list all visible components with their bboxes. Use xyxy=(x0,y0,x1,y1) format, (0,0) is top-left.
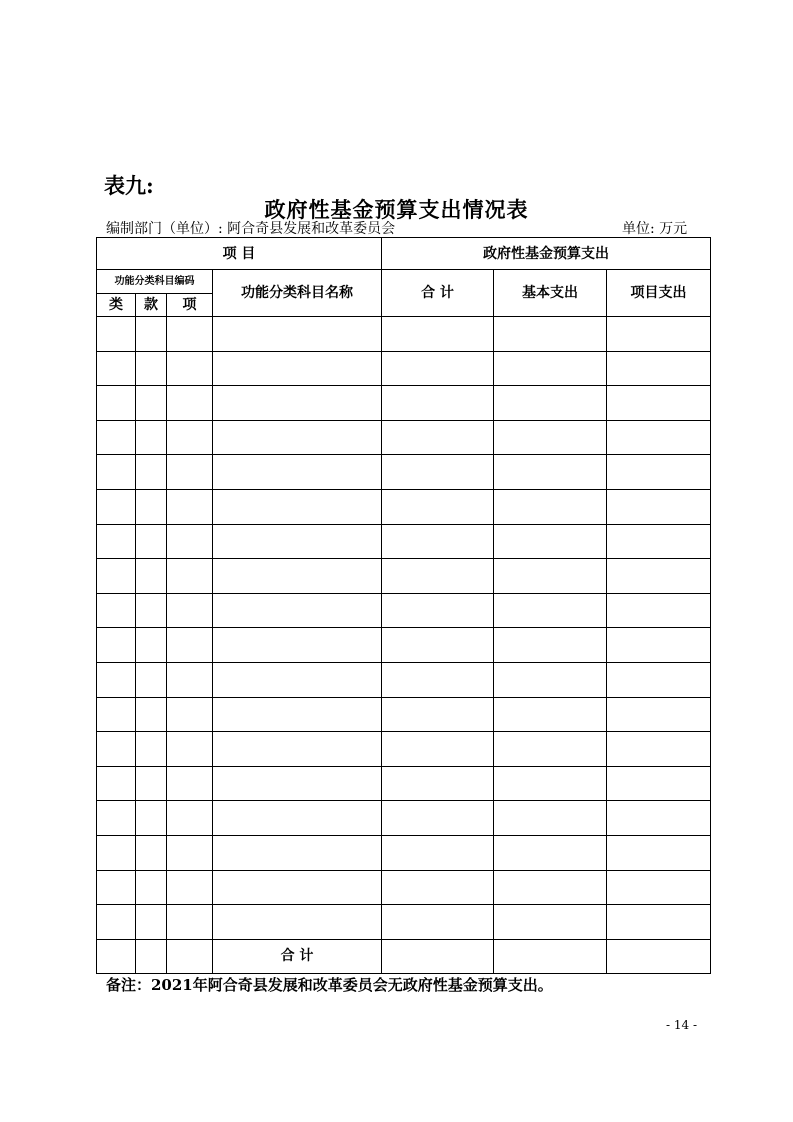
table-cell xyxy=(494,386,607,421)
table-cell xyxy=(167,905,213,940)
expenditure-table xyxy=(96,237,711,974)
table-cell xyxy=(607,939,711,973)
table-cell xyxy=(213,732,382,767)
table-cell xyxy=(382,870,494,905)
table-cell xyxy=(494,524,607,559)
table-cell xyxy=(167,697,213,732)
table-row xyxy=(97,801,711,836)
table-cell xyxy=(382,835,494,870)
table-cell xyxy=(382,766,494,801)
table-cell xyxy=(382,939,494,973)
table-cell xyxy=(167,766,213,801)
table-row xyxy=(97,697,711,732)
table-cell xyxy=(136,420,167,455)
remark-note: 备注：2021年阿合奇县发展和改革委员会无政府性基金预算支出。 xyxy=(106,976,553,994)
table-cell xyxy=(607,697,711,732)
table-cell xyxy=(213,559,382,594)
table-cell xyxy=(136,697,167,732)
page-number: - 14 - xyxy=(666,1018,698,1032)
section-header: 款 xyxy=(136,294,167,317)
table-cell xyxy=(607,489,711,524)
table-cell xyxy=(136,351,167,386)
table-cell xyxy=(382,524,494,559)
project-exp-header: 项目支出 xyxy=(607,270,711,317)
table-cell xyxy=(382,559,494,594)
table-cell xyxy=(607,524,711,559)
table-cell xyxy=(382,628,494,663)
table-cell xyxy=(382,420,494,455)
table-cell xyxy=(136,939,167,973)
table-cell xyxy=(97,939,136,973)
table-cell xyxy=(213,905,382,940)
table-cell xyxy=(213,697,382,732)
table-cell xyxy=(97,351,136,386)
table-row xyxy=(97,766,711,801)
table-cell xyxy=(136,593,167,628)
table-cell xyxy=(136,905,167,940)
table-row xyxy=(97,628,711,663)
table-cell xyxy=(607,559,711,594)
table-cell xyxy=(97,420,136,455)
table-cell xyxy=(607,317,711,352)
table-cell xyxy=(494,628,607,663)
table-cell xyxy=(97,559,136,594)
table-cell xyxy=(136,317,167,352)
header-row-2 xyxy=(97,270,711,294)
table-cell xyxy=(382,905,494,940)
table-row xyxy=(97,524,711,559)
table-cell xyxy=(213,766,382,801)
table-cell xyxy=(97,801,136,836)
table-cell xyxy=(494,870,607,905)
table-cell xyxy=(136,489,167,524)
table-cell xyxy=(607,766,711,801)
table-cell xyxy=(136,732,167,767)
table-cell xyxy=(167,317,213,352)
table-cell xyxy=(494,732,607,767)
table-row xyxy=(97,905,711,940)
total-row xyxy=(97,939,711,973)
table-cell xyxy=(494,662,607,697)
table-cell xyxy=(213,835,382,870)
table-cell xyxy=(97,662,136,697)
table-cell xyxy=(607,593,711,628)
table-cell xyxy=(213,455,382,490)
table-cell xyxy=(607,351,711,386)
table-cell xyxy=(97,455,136,490)
table-cell xyxy=(167,870,213,905)
table-cell xyxy=(494,559,607,594)
table-row xyxy=(97,351,711,386)
table-cell xyxy=(167,593,213,628)
table-cell xyxy=(494,420,607,455)
table-cell xyxy=(607,801,711,836)
table-cell xyxy=(167,386,213,421)
table-cell xyxy=(167,420,213,455)
table-cell xyxy=(494,697,607,732)
table-cell xyxy=(97,489,136,524)
table-row xyxy=(97,420,711,455)
table-cell xyxy=(213,386,382,421)
table-row xyxy=(97,870,711,905)
unit-label: 单位: 万元 xyxy=(622,221,688,237)
table-cell xyxy=(167,801,213,836)
table-row xyxy=(97,455,711,490)
table-cell xyxy=(382,351,494,386)
table-cell xyxy=(607,732,711,767)
table-cell xyxy=(136,870,167,905)
table-cell xyxy=(494,905,607,940)
table-cell xyxy=(136,766,167,801)
table-number: 表九: xyxy=(104,173,154,198)
table-cell xyxy=(382,317,494,352)
table-row xyxy=(97,386,711,421)
table-cell xyxy=(607,905,711,940)
basic-header: 基本支出 xyxy=(494,270,607,317)
table-cell xyxy=(97,732,136,767)
table-cell xyxy=(136,559,167,594)
category-header: 类 xyxy=(97,294,136,317)
table-cell xyxy=(607,835,711,870)
table-cell xyxy=(97,524,136,559)
table-cell xyxy=(494,593,607,628)
table-cell xyxy=(167,835,213,870)
table-row xyxy=(97,732,711,767)
table-cell xyxy=(494,939,607,973)
table-cell xyxy=(213,420,382,455)
table-cell xyxy=(607,870,711,905)
table-cell xyxy=(136,628,167,663)
table-cell xyxy=(167,939,213,973)
table-cell xyxy=(136,455,167,490)
table-cell xyxy=(97,593,136,628)
table-cell xyxy=(607,662,711,697)
table-cell xyxy=(382,386,494,421)
department-label: 编制部门（单位）: 阿合奇县发展和改革委员会 xyxy=(106,221,396,237)
table-cell xyxy=(136,386,167,421)
table-cell xyxy=(494,489,607,524)
table-cell xyxy=(167,628,213,663)
code-header: 功能分类科目编码 xyxy=(97,270,213,294)
table-cell xyxy=(97,835,136,870)
table-cell xyxy=(494,766,607,801)
table-cell xyxy=(607,628,711,663)
table-cell xyxy=(607,420,711,455)
table-cell xyxy=(382,489,494,524)
page-title: 政府性基金预算支出情况表 xyxy=(264,197,529,222)
table-cell xyxy=(136,524,167,559)
table-row xyxy=(97,317,711,352)
table-cell xyxy=(494,317,607,352)
table-cell xyxy=(136,801,167,836)
table-cell xyxy=(213,489,382,524)
name-header: 功能分类科目名称 xyxy=(213,270,382,317)
table-cell xyxy=(97,766,136,801)
project-header: 项 目 xyxy=(97,238,382,270)
table-cell xyxy=(382,593,494,628)
table-cell xyxy=(382,732,494,767)
total-row-label: 合 计 xyxy=(213,939,382,973)
table-cell xyxy=(213,628,382,663)
table-cell xyxy=(167,559,213,594)
table-cell xyxy=(213,593,382,628)
table-cell xyxy=(213,801,382,836)
table-cell xyxy=(607,455,711,490)
table-cell xyxy=(213,351,382,386)
table-cell xyxy=(494,801,607,836)
table-cell xyxy=(382,801,494,836)
table-cell xyxy=(97,697,136,732)
item-header: 项 xyxy=(167,294,213,317)
table-cell xyxy=(213,662,382,697)
table-cell xyxy=(167,489,213,524)
table-cell xyxy=(607,386,711,421)
table-cell xyxy=(494,351,607,386)
table-cell xyxy=(97,628,136,663)
table-cell xyxy=(167,732,213,767)
table-cell xyxy=(136,662,167,697)
table-row xyxy=(97,662,711,697)
gov-fund-header: 政府性基金预算支出 xyxy=(382,238,711,270)
table-cell xyxy=(213,524,382,559)
table-cell xyxy=(213,870,382,905)
table-cell xyxy=(167,351,213,386)
table-row xyxy=(97,489,711,524)
table-cell xyxy=(97,317,136,352)
table-cell xyxy=(494,835,607,870)
table-cell xyxy=(382,662,494,697)
table-cell xyxy=(97,905,136,940)
table-cell xyxy=(213,317,382,352)
table-cell xyxy=(382,697,494,732)
table-cell xyxy=(167,662,213,697)
table-cell xyxy=(97,386,136,421)
table-row xyxy=(97,559,711,594)
table-row xyxy=(97,593,711,628)
table-cell xyxy=(494,455,607,490)
table-cell xyxy=(167,524,213,559)
table-row xyxy=(97,835,711,870)
header-row-1 xyxy=(97,238,711,270)
table-cell xyxy=(382,455,494,490)
total-header: 合 计 xyxy=(382,270,494,317)
table-cell xyxy=(136,835,167,870)
table-cell xyxy=(97,870,136,905)
table-cell xyxy=(167,455,213,490)
